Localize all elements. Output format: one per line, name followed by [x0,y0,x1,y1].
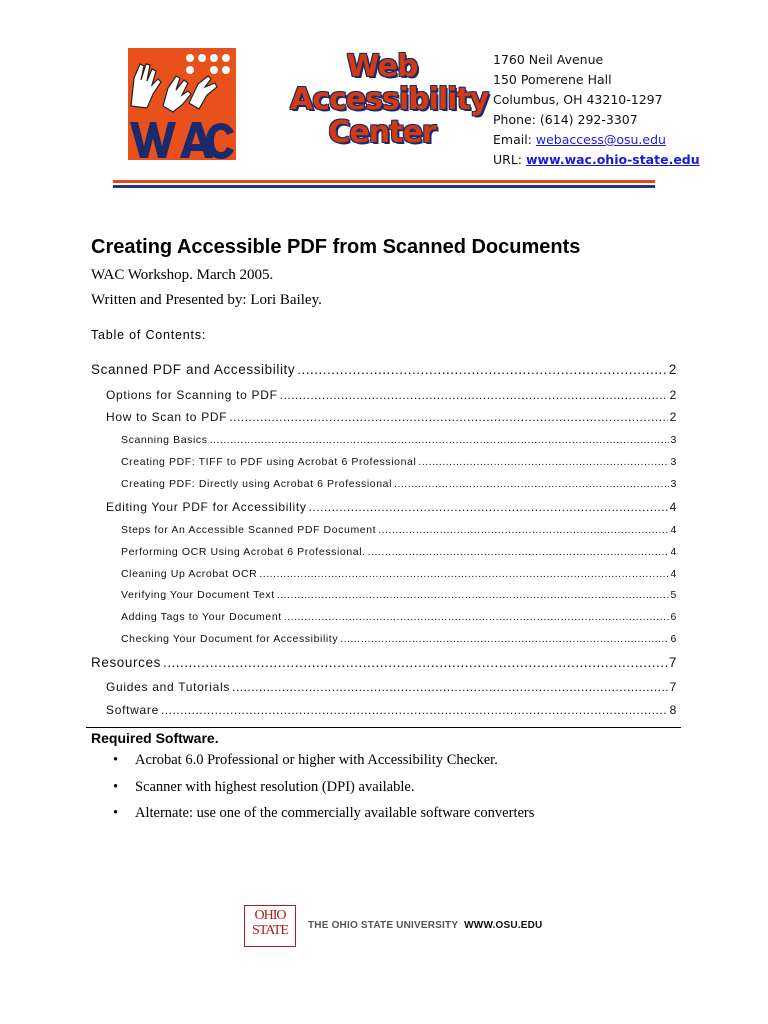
toc-entry[interactable] [121,456,677,468]
toc-entry-page: 4 [670,524,677,536]
toc-leader-dots [394,478,669,490]
toc-entry-title: Scanning Basics [121,434,208,446]
toc-entry-page: 2 [669,410,677,424]
toc-entry[interactable] [106,410,677,424]
toc-entry-title: Verifying Your Document Text [121,589,275,601]
header-rule-blue [113,185,655,188]
toc-leader-dots [163,655,667,670]
toc-entry-title: Creating PDF: Directly using Acrobat 6 Professional [121,478,393,490]
toc-entry[interactable] [106,680,677,694]
toc-leader-dots [161,703,668,717]
toc-entry-title: How to Scan to PDF [106,410,228,424]
toc-entry-page: 6 [670,611,677,623]
toc-entry[interactable] [121,611,677,623]
workshop-line: WAC Workshop. March 2005. [91,267,274,283]
toc-entry-title: Creating PDF: TIFF to PDF using Acrobat 6 Professional [121,456,417,468]
toc-entry[interactable] [121,524,677,536]
toc-leader-dots [229,410,667,424]
toc-entry-page: 2 [669,388,677,402]
toc-entry-title: Cleaning Up Acrobat OCR [121,568,258,580]
toc-entry-page: 5 [670,589,677,601]
ohio-state-seal [244,905,296,947]
toc-entry-page: 4 [670,568,677,580]
toc-entry[interactable] [121,633,677,645]
toc-entry-page: 8 [669,703,677,717]
address-line-1: 1760 Neil Avenue [493,52,604,67]
toc-leader-dots [210,434,669,446]
toc-entry-page: 3 [670,434,677,446]
toc-entry-title: Guides and Tutorials [106,680,231,694]
toc-entry-page: 3 [670,478,677,490]
toc-leader-dots [232,680,668,694]
wac-logo [128,48,236,160]
toc-entry[interactable] [121,589,677,601]
email-label: Email: [493,132,536,147]
wordmark-line-3: Center [328,115,436,150]
url-link[interactable]: www.wac.ohio-state.edu [525,152,700,167]
toc-entry[interactable] [121,478,677,490]
address-line-2: 150 Pomerene Hall [493,72,612,87]
page-title: Creating Accessible PDF from Scanned Documents [91,236,581,258]
seal-line-1: OHIO [254,908,286,923]
toc-entry[interactable] [106,703,677,717]
toc-entry[interactable] [106,500,677,514]
toc-leader-dots [340,633,668,645]
toc-entry-page: 3 [670,456,677,468]
email-line [493,130,700,150]
toc-entry[interactable] [121,568,677,580]
toc-entry-title: Scanned PDF and Accessibility [91,362,296,377]
toc-entry[interactable] [121,434,677,446]
toc-leader-dots [418,456,668,468]
footer-text [308,920,542,931]
toc-entry-page: 4 [669,500,677,514]
toc-entry-title: Adding Tags to Your Document [121,611,282,623]
toc-entry[interactable] [91,655,677,670]
header-rule-red [113,180,655,183]
list-item [113,779,534,806]
toc-entry-page: 2 [668,362,677,377]
toc-leader-dots [284,611,669,623]
author-line: Written and Presented by: Lori Bailey. [91,292,322,308]
bullet-marker: • [113,805,119,821]
bullet-marker: • [113,752,119,768]
toc-leader-dots [259,568,668,580]
list-item [113,805,534,832]
wordmark-line-2: Accessibility [290,82,489,117]
toc-entry-title: Editing Your PDF for Accessibility [106,500,307,514]
required-software-list [113,752,534,832]
address-line-3: Columbus, OH 43210-1297 [493,92,663,107]
required-software-heading: Required Software. [91,730,219,746]
toc-leader-dots [277,589,669,601]
seal-line-2: STATE [252,923,288,938]
toc-entry[interactable] [91,362,677,377]
toc-entry-page: 7 [668,655,677,670]
list-item-text: Alternate: use one of the commercially available software converters [135,805,535,821]
phone-line: Phone: (614) 292-3307 [493,112,638,127]
contact-block [493,50,700,170]
list-item [113,752,534,779]
toc-entry[interactable] [106,388,677,402]
toc-entry-title: Software [106,703,159,717]
bullet-marker: • [113,778,119,795]
toc-entry-page: 7 [669,680,677,694]
toc-entry-title: Performing OCR Using Acrobat 6 Professional. [121,546,366,558]
wac-wordmark [290,49,489,150]
toc-leader-dots [378,524,668,536]
toc-entry-title: Options for Scanning to PDF [106,388,278,402]
email-link[interactable]: webaccess@osu.edu [535,132,666,147]
toc-leader-dots [280,388,668,402]
toc-leader-dots [368,546,669,558]
university-name: THE OHIO STATE UNIVERSITY [308,920,459,931]
toc-entry-page: 6 [670,633,677,645]
toc-entry-title: Checking Your Document for Accessibility [121,633,339,645]
wordmark-line-1: Web [346,49,418,84]
toc-entry[interactable] [121,546,677,558]
url-label: URL: [493,152,526,167]
toc-entry-title: Resources [91,655,161,670]
toc-heading: Table of Contents: [91,328,207,342]
toc-leader-dots [297,362,667,377]
toc-entry-title: Steps for An Accessible Scanned PDF Document [121,524,377,536]
toc-entry-page: 4 [670,546,677,558]
toc-divider [86,727,681,728]
university-url[interactable]: WWW.OSU.EDU [464,920,543,931]
url-line [493,150,700,170]
list-item-text: Acrobat 6.0 Professional or higher with Accessibility Checker. [135,752,498,768]
toc-leader-dots [309,500,668,514]
list-item-text: Scanner with highest resolution (DPI) available. [135,778,415,795]
